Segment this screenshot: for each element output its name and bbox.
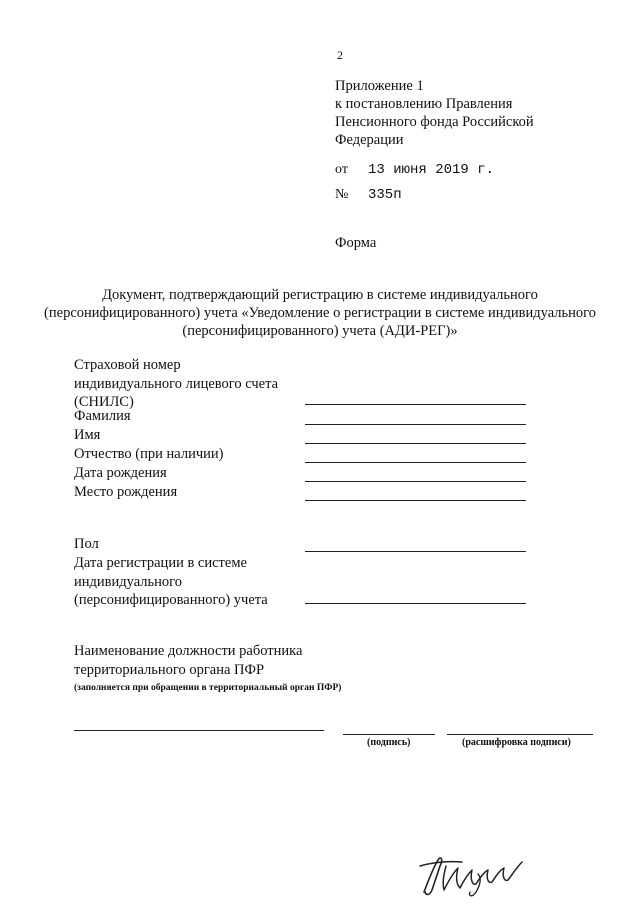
birth-place-label: Место рождения — [74, 484, 178, 500]
appendix-block — [335, 77, 534, 149]
snils-label-line: индивидуального лицевого счета — [74, 375, 279, 392]
employee-note: (заполняется при обращении в территориальный орган ПФР) — [74, 683, 342, 693]
handwritten-signature — [418, 852, 528, 900]
snils-label — [74, 356, 278, 412]
position-input-line[interactable] — [74, 730, 324, 731]
registration-date-label — [74, 554, 268, 610]
appendix-line: Пенсионного фонда Российской — [335, 114, 534, 130]
document-title: Документ, подтверждающий регистрацию в системе индивидуального (персонифицированного) учета «Уведомление о регистрации в системе индивидуального (персонифицированного) учета (АДИ-РЕГ)» — [44, 287, 596, 339]
decoding-label: (расшифровка подписи) — [462, 737, 571, 748]
birth-date-label: Дата рождения — [74, 465, 167, 481]
employee-position-line: территориального органа ПФР — [74, 661, 265, 678]
snils-input-line[interactable] — [305, 404, 526, 405]
number-prefix: № — [335, 187, 349, 202]
decoding-input-line[interactable] — [447, 734, 593, 735]
surname-input-line[interactable] — [305, 424, 526, 425]
date-value: 13 июня 2019 г. — [368, 162, 495, 178]
registration-date-label-line: Дата регистрации в системе — [74, 555, 247, 571]
registration-date-label-line: индивидуального — [74, 573, 182, 590]
appendix-line: Приложение 1 — [335, 78, 424, 94]
employee-position-label — [74, 642, 302, 679]
gender-input-line[interactable] — [305, 551, 526, 552]
signature-label: (подпись) — [367, 737, 411, 748]
registration-date-label-line: (персонифицированного) учета — [74, 592, 268, 608]
number-value: 335п — [368, 187, 402, 203]
appendix-line: к постановлению Правления — [335, 96, 513, 112]
appendix-line: Федерации — [335, 132, 404, 148]
snils-label-line: (СНИЛС) — [74, 394, 134, 410]
patronymic-input-line[interactable] — [305, 462, 526, 463]
employee-position-line: Наименование должности работника — [74, 643, 303, 659]
signature-input-line[interactable] — [343, 734, 435, 735]
date-prefix: от — [335, 162, 348, 177]
form-label: Форма — [335, 235, 377, 251]
registration-date-input-line[interactable] — [305, 603, 526, 604]
patronymic-label: Отчество (при наличии) — [74, 446, 224, 462]
name-label: Имя — [74, 427, 101, 443]
birth-date-input-line[interactable] — [305, 481, 526, 482]
snils-label-line: Страховой номер — [74, 357, 181, 373]
surname-label: Фамилия — [74, 408, 131, 424]
birth-place-input-line[interactable] — [305, 500, 526, 501]
name-input-line[interactable] — [305, 443, 526, 444]
gender-label: Пол — [74, 536, 99, 552]
page-number: 2 — [337, 48, 343, 62]
